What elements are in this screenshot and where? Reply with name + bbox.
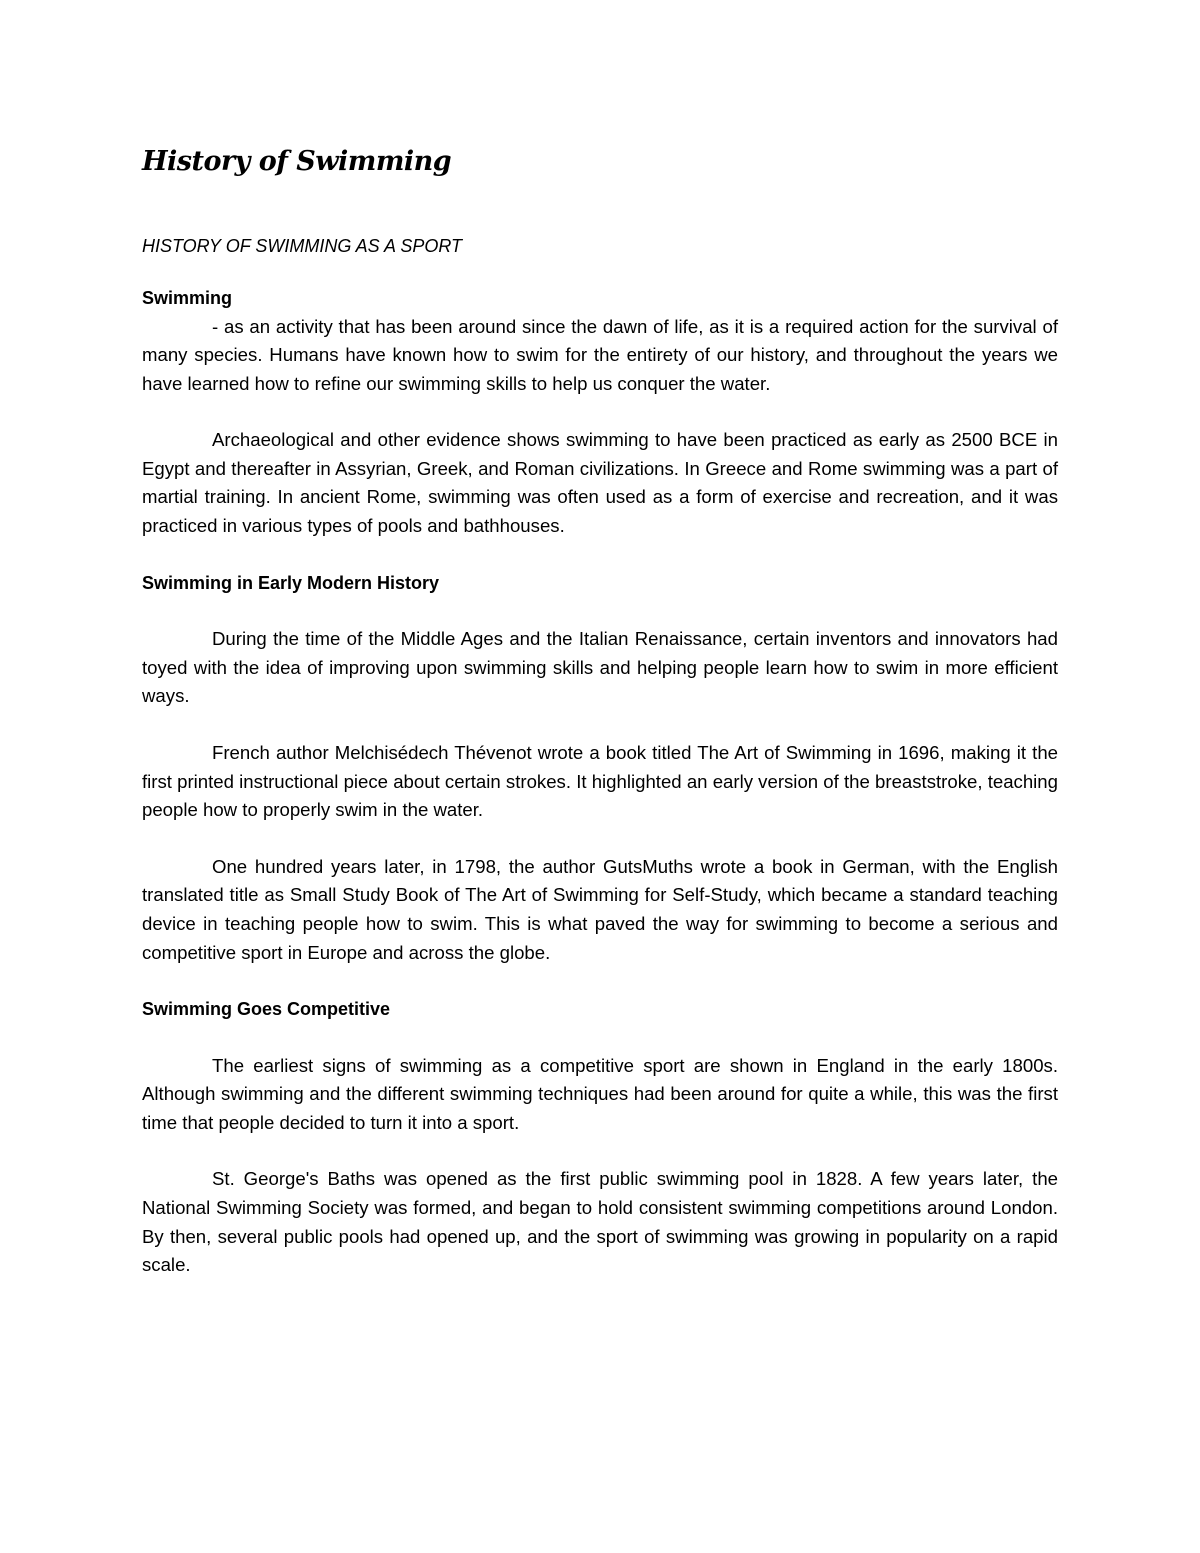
paragraph: - as an activity that has been around since the dawn of life, as it is a required action for the survival of many species. Humans have known how to swim for the entirety of our history, and throughout the years we have learned how to refine our swimming skills to help us conquer the water. — [142, 315, 1058, 394]
section-swimming — [142, 284, 1058, 541]
paragraph: French author Melchisédech Thévenot wrote a book titled The Art of Swimming in 1696, making it the first printed instructional piece about certain strokes. It highlighted an early version of the breaststroke, teaching people how to properly swim in the water. — [142, 741, 1058, 821]
section-title: HISTORY OF SWIMMING AS A SPORT — [142, 236, 463, 256]
section-early-modern-history — [142, 569, 1058, 967]
paragraph: Archaeological and other evidence shows swimming to have been practiced as early as 2500 BCE in Egypt and thereafter in Assyrian, Greek, and Roman civilizations. In Greece and Rome swimming was a part of martial training. In ancient Rome, swimming was often used as a form of exercise and recreation, and it was practiced in various types of pools and bathhouses. — [142, 429, 1058, 537]
section-goes-competitive — [142, 995, 1058, 1280]
section-heading: Swimming in Early Modern History — [142, 572, 440, 593]
document-title: History of Swimming — [142, 146, 452, 177]
paragraph: During the time of the Middle Ages and the Italian Renaissance, certain inventors and innovators had toyed with the idea of improving upon swimming skills and helping people learn how to swim in more efficient ways. — [142, 628, 1058, 707]
paragraph: St. George's Baths was opened as the first public swimming pool in 1828. A few years later, the National Swimming Society was formed, and began to hold consistent swimming competitions around London. By then, several public pools had opened up, and the sport of swimming was growing in popularity on a rapid scale. — [142, 1168, 1058, 1276]
paragraph: One hundred years later, in 1798, the author GutsMuths wrote a book in German, with the English translated title as Small Study Book of The Art of Swimming for Self-Study, which became a standard teaching device in teaching people how to swim. This is what paved the way for swimming to become a serious and competitive sport in Europe and across the globe. — [142, 855, 1058, 963]
section-heading: Swimming — [142, 288, 233, 308]
document-page — [142, 140, 1058, 1280]
section-heading: Swimming Goes Competitive — [142, 999, 391, 1020]
paragraph: The earliest signs of swimming as a competitive sport are shown in England in the early 1800s. Although swimming and the different swimming techniques had been around for quite a while, this was the first time that people decided to turn it into a sport. — [142, 1054, 1058, 1133]
